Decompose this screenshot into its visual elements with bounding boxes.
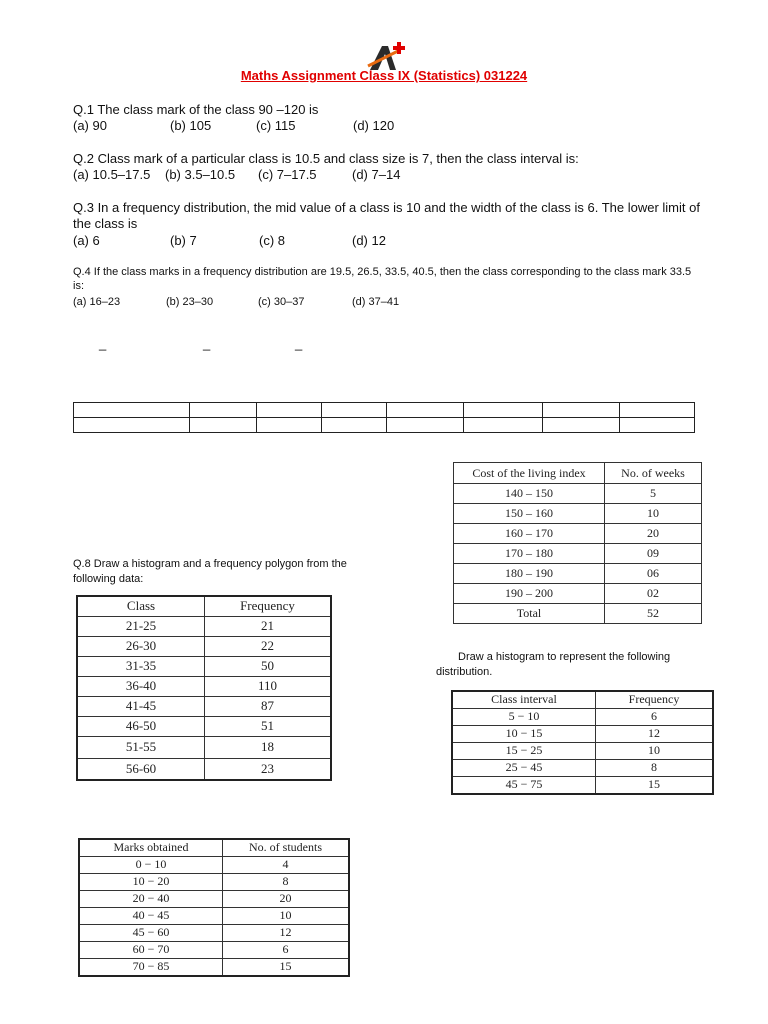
class-interval-table: [451, 690, 714, 795]
empty-grid-table: [73, 402, 695, 433]
option-c: (c) 7–17.5: [258, 167, 317, 182]
dash-mark: _: [203, 336, 211, 351]
option-b: (b) 23–30: [166, 296, 214, 308]
dash-mark: _: [99, 336, 107, 351]
question-3-text: Q.3 In a frequency distribution, the mid value of a class is 10 and the width of the class is 6. The lower limit of the class is: [73, 200, 700, 231]
option-a: (a) 16–23: [73, 296, 121, 308]
column-header: Class: [77, 596, 205, 616]
class-frequency-table: [76, 595, 332, 781]
table-row: 41-45 87: [77, 696, 331, 716]
column-header: No. of weeks: [605, 463, 702, 484]
option-c: (c) 30–37: [258, 296, 305, 308]
table-row: 51-55 18: [77, 736, 331, 758]
table-row: 5 − 10 6: [452, 708, 713, 725]
table-row: 180 – 190 06: [454, 564, 702, 584]
marks-obtained-table: [78, 838, 350, 977]
table-row: 21-25 21: [77, 616, 331, 636]
option-a: (a) 10.5–17.5: [73, 167, 151, 182]
table-row: 31-35 50: [77, 656, 331, 676]
table-row: 45 − 75 15: [452, 776, 713, 794]
histogram-question-text: Draw a histogram to represent the following distribution.: [436, 651, 671, 678]
table-row: 10 − 15 12: [452, 725, 713, 742]
table-row: 40 − 45 10: [79, 907, 349, 924]
option-d: (d) 12: [352, 233, 386, 248]
column-header: Frequency: [596, 691, 714, 708]
option-c: (c) 8: [259, 233, 285, 248]
question-1-text: Q.1 The class mark of the class 90 –120 is: [73, 102, 319, 117]
table-row: 10 − 20 8: [79, 873, 349, 890]
option-b: (b) 7: [170, 233, 197, 248]
cost-of-living-table: [453, 462, 702, 624]
dash-mark: _: [295, 336, 303, 351]
column-header: Cost of the living index: [454, 463, 605, 484]
option-b: (b) 3.5–10.5: [165, 167, 236, 182]
question-4-text: Q.4 If the class marks in a frequency distribution are 19.5, 26.5, 33.5, 40.5, then the class corresponding to the class mark 33.5 is:: [73, 266, 692, 292]
table-row: 170 – 180 09: [454, 544, 702, 564]
table-row: 150 – 160 10: [454, 504, 702, 524]
table-row: 46-50 51: [77, 716, 331, 736]
table-row: 160 – 170 20: [454, 524, 702, 544]
table-row: 140 – 150 5: [454, 484, 702, 504]
table-row: Total 52: [454, 604, 702, 624]
table-row: 56-60 23: [77, 758, 331, 780]
page-title: Maths Assignment Class IX (Statistics) 031224: [240, 68, 528, 83]
table-row: 25 − 45 8: [452, 759, 713, 776]
table-row: 70 − 85 15: [79, 958, 349, 976]
table-row: 45 − 60 12: [79, 924, 349, 941]
column-header: No. of students: [223, 839, 350, 856]
option-d: (d) 7–14: [352, 167, 401, 182]
question-2-text: Q.2 Class mark of a particular class is 10.5 and class size is 7, then the class interval is:: [73, 151, 579, 166]
option-a: (a) 6: [73, 233, 100, 248]
option-c: (c) 115: [256, 118, 296, 133]
column-header: Class interval: [452, 691, 596, 708]
column-header: Marks obtained: [79, 839, 223, 856]
table-row: 20 − 40 20: [79, 890, 349, 907]
option-b: (b) 105: [170, 118, 212, 133]
column-header: Frequency: [205, 596, 332, 616]
option-d: (d) 37–41: [352, 296, 400, 308]
table-row: 36-40 110: [77, 676, 331, 696]
table-row: 190 – 200 02: [454, 584, 702, 604]
option-d: (d) 120: [353, 118, 395, 133]
table-row: 60 − 70 6: [79, 941, 349, 958]
table-row: 15 − 25 10: [452, 742, 713, 759]
option-a: (a) 90: [73, 118, 107, 133]
table-row: 0 − 10 4: [79, 856, 349, 873]
table-row: 26-30 22: [77, 636, 331, 656]
question-8-text: Q.8 Draw a histogram and a frequency polygon from the following data:: [73, 558, 347, 585]
